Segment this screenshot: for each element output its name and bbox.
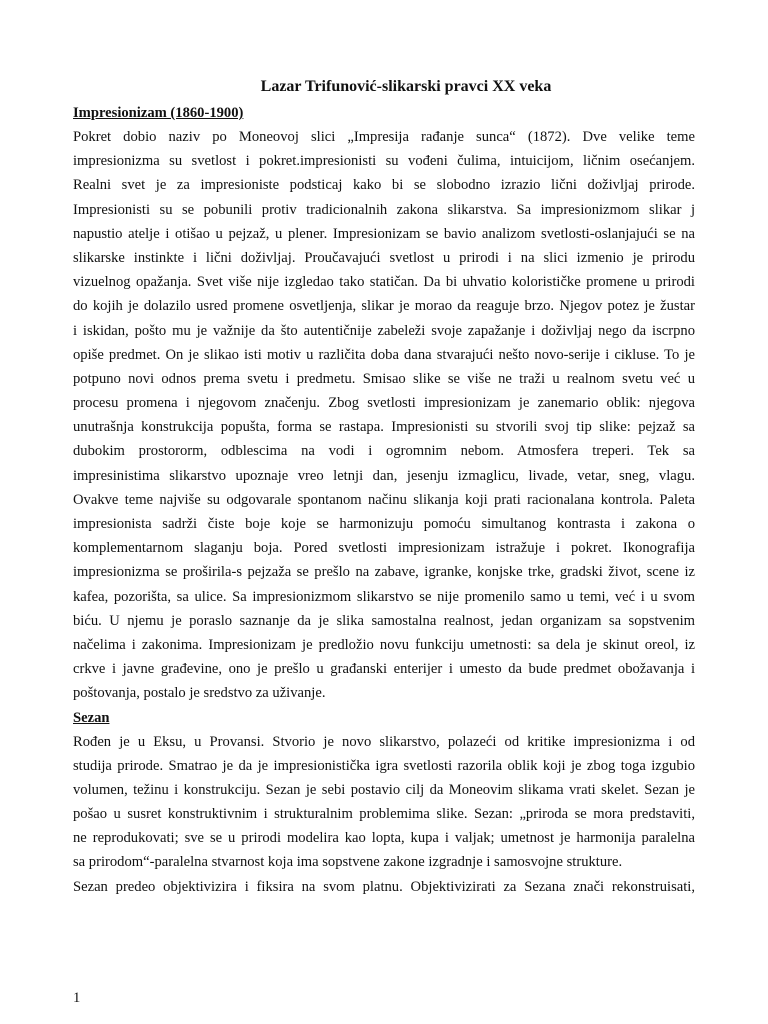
text-line: načelima i zakonima. Impresionizam je predložio novu funkciju umetnosti: sa dela je skinut oreol, iz [73,636,695,653]
text-line: impresionizma su svetlost i pokret.impresionisti su vođeni čulima, intuicijom, ličnim osećanjem. [73,153,695,170]
text-line: sa prirodom“-paralelna stvarnost koja ima sopstvene zakone izgradnje i samosvojne strukture. [73,854,623,871]
section-heading: Impresionizam (1860-1900) [73,105,244,121]
text-line: poštovanja, postalo je sredstvo za uživanje. [73,685,326,702]
text-line: vizuelnog opažanja. Svet više nije izgledao tako statičan. Da bi uhvatio kolorističke promene u prirodi [73,274,695,291]
document-title: Lazar Trifunović-slikarski pravci XX veka [260,78,552,95]
text-line: slikarske instinkte i lični doživljaj. Proučavajući svetlost u prirodi i na slici izmenio je prirodu [73,249,695,266]
text-line: impresionizma se proširila-s pejzaža se prešlo na zabave, igranke, konjske trke, gradski život, scene iz [73,564,695,581]
page-number: 1 [73,990,81,1006]
text-line: Realni svet je za impresioniste podsticaj kako bi se slobodno izrazio lični doživljaj prirode. [73,177,695,194]
text-line: napustio atelje i otišao u pejzaž, u plener. Impresionizam se bavio analizom svetlosti-oslanjajući se na [73,225,695,242]
text-line: Pokret dobio naziv po Moneovoj slici „Impresija rađanje sunca“ (1872). Dve velike teme [73,129,695,145]
text-line: opiše predmet. On je slikao isti motiv u različita doba dana stvarajući nešto novo-serije i cikluse. To je [73,346,695,363]
section-heading: Sezan [73,709,110,726]
text-line: kafea, pozorišta, sa ulice. Sa impresionizmom slikarstvo se nije promenilo samo u temi, već i u svom [73,588,695,605]
text-line: Impresionisti su se pobunili protiv tradicionalnih zakona slikarstva. Sa impresionizmom slikar j [73,201,695,218]
text-line: volumen, težinu i konstrukciju. Sezan je sebi postavio cilj da Moneovim slikama vrati skelet. Sezan je [73,781,695,798]
text-line: ne reprodukovati; sve se u prirodi modelira kao lopta, kupa i valjak; umetnost je harmonija paralelna [73,830,695,847]
text-line: crkve i javne građevine, ono je prešlo u građanski enterijer i umesto da bude predmet obožavanja i [73,661,695,678]
text-line: do kojih je dolazilo usred promene osvetljenja, slikar je morao da reaguje brzo. Njegov potez je žustar [73,298,695,315]
text-line: studija prirode. Smatrao je da je impresionistička igra svetlosti razorila oblik koji je zbog toga izgubio [73,757,695,774]
text-line: komplementarnom slaganju boja. Pored svetlosti impresionizam istražuje i pokret. Ikonografija [73,540,695,557]
document-body [73,101,695,899]
text-line: pošao u susret konstruktivnim i strukturalnim problemima slike. Sezan: „priroda se mora predstaviti, [73,806,695,823]
text-line: Sezan predeo objektivizira i fiksira na svom platnu. Objektivizirati za Sezana znači rekonstruisati, [73,878,695,895]
text-line: i iskidan, pošto mu je važnije da što autentičnije zabeleži svoje zapažanje i doživljaj nego da iscrpno [73,322,695,339]
paragraph [73,125,695,706]
paragraph [73,875,695,899]
text-line: unutrašnja konstrukcija popušta, forma se rastapa. Impresionisti su stvorili svoj tip slike: pejzaž sa [73,419,695,436]
text-line: procesu promena i njegovom značenju. Zbog svetlosti impresionizam je zanemario oblik: njegova [73,395,695,412]
text-line: Ovakve teme najviše su odgovarale spontanom načinu slikanja koji prati racionalana kontrola. Paleta [73,491,695,508]
paragraph [73,730,695,875]
text-line: impresinistima slikarstvo upoznaje vreo letnji dan, jesenju izmaglicu, livade, vetar, sneg, vlagu. [73,467,695,484]
text-line: biću. U njemu je poraslo saznanje da je slika samostalna realnost, jedan organizam sa sopstvenim [73,612,695,629]
document-page [73,72,695,899]
text-line: Rođen je u Eksu, u Provansi. Stvorio je novo slikarstvo, polazeći od kritike impresionizma i od [73,733,695,750]
text-line: dubokim prostororm, odblescima na vodi i ogromnim nebom. Atmosfera treperi. Tek sa [73,443,695,460]
text-line: impresionista sadrži čiste boje koje se harmonizuju pomoću simultanog kontrasta i zakona o [73,516,695,532]
text-line: potpuno novi odnos prema svetu i predmetu. Smisao slike se više ne traži u realnom svetu već u [73,370,695,387]
